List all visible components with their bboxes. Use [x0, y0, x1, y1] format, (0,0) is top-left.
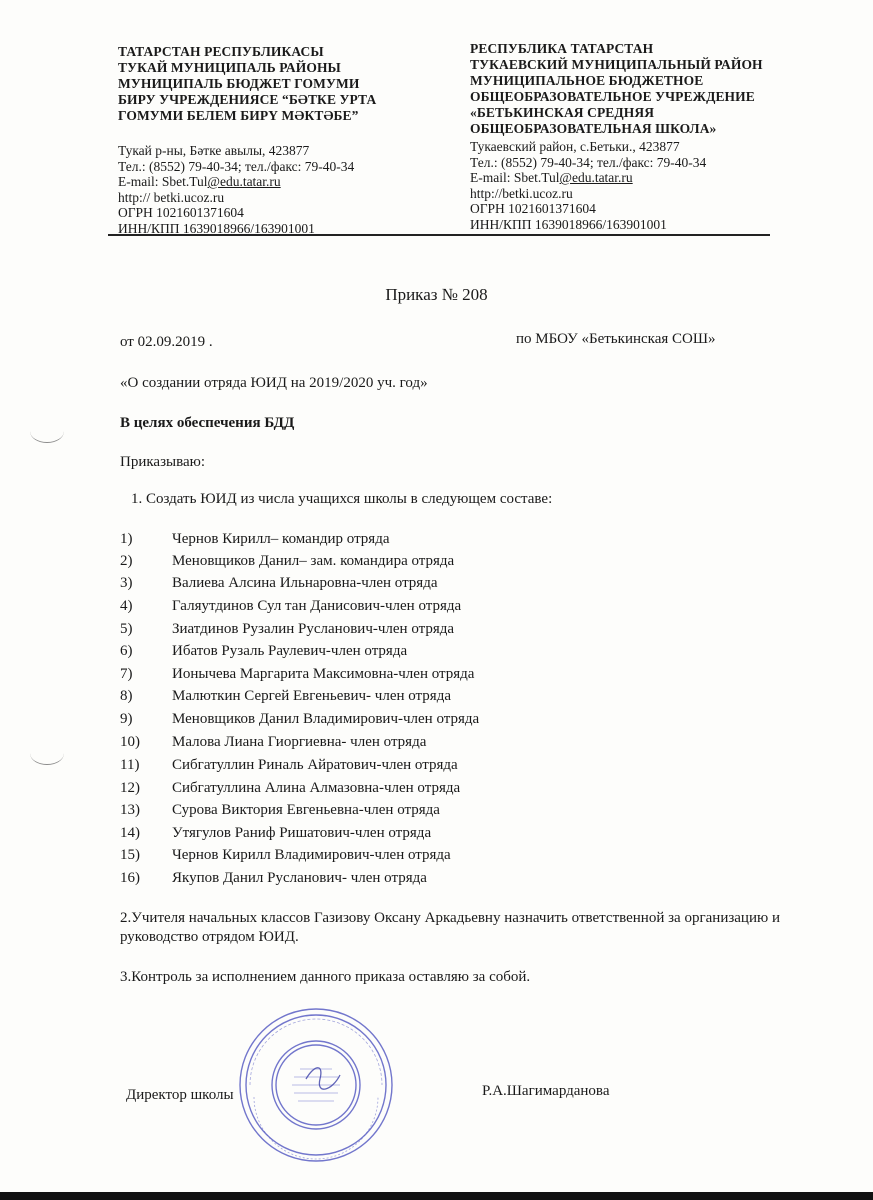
order-word: Приказываю:: [120, 454, 205, 470]
list-item: 1) Чернов Кирилл– командир отряда: [120, 531, 390, 547]
paragraph-3: 3.Контроль за исполнением данного приказа оставляю за собой.: [120, 969, 531, 985]
list-item: 16) Якупов Данил Русланович- член отряда: [120, 870, 427, 886]
list-item: 8) Малюткин Сергей Евгеньевич- член отряда: [120, 688, 451, 704]
signature-role: Директор школы: [126, 1087, 234, 1103]
list-item: 2) Меновщиков Данил– зам. командира отряда: [120, 553, 455, 569]
list-item: 3) Валиева Алсина Ильнаровна-член отряда: [120, 575, 438, 591]
order-item-1: 1. Создать ЮИД из числа учащихся школы в следующем составе:: [131, 491, 553, 507]
order-org: по МБОУ «Бетькинская СОШ»: [516, 331, 716, 347]
site-link[interactable]: http:// betki.ucoz.ru: [118, 189, 225, 205]
stamp-seal-icon: [236, 1005, 396, 1165]
inn: ИНН/КПП 1639018966/163901001: [118, 220, 315, 236]
header-left-title: ТАТАРСТАН РЕСПУБЛИКАСЫ ТУКАЙ МУНИЦИПАЛЬ РАЙОНЫ МУНИЦИПАЛЬ БЮДЖЕТ ГОМУМИ БИРУ УЧРЕЖДЕНИЯСЕ “БӘТКЕ УРТА ГОМУМИ БЕЛЕМ БИРҮ МӘКТӘБЕ”: [118, 44, 377, 123]
order-subject: «О создании отряда ЮИД на 2019/2020 уч. год»: [120, 375, 428, 391]
list-item: 4) Галяутдинов Сул тан Данисович-член отряда: [120, 598, 462, 614]
header-divider: [108, 234, 770, 236]
list-item: 15) Чернов Кирилл Владимирович-член отряда: [120, 847, 451, 863]
list-item: 12) Сибгатуллина Алина Алмазовна-член отряда: [120, 780, 461, 796]
list-item: 10) Малова Лиана Гиоргиевна- член отряда: [120, 734, 427, 750]
header-right-contacts: [470, 139, 800, 233]
punch-hole-mark: [30, 742, 64, 765]
scan-edge: [0, 1192, 873, 1200]
header-right: [470, 41, 800, 233]
list-item: 9) Меновщиков Данил Владимирович-член отряда: [120, 711, 480, 727]
header-left-contacts: [118, 143, 418, 237]
order-date: от 02.09.2019 .: [120, 334, 213, 350]
list-item: 11) Сибгатуллин Риналь Айратович-член отряда: [120, 757, 458, 773]
paragraph-2: 2.Учителя начальных классов Газизову Оксану Аркадьевну назначить ответственной за организацию и руководство отрядом ЮИД.: [120, 910, 780, 945]
punch-hole-mark: [30, 420, 64, 443]
list-item: 14) Утягулов Раниф Ришатович-член отряда: [120, 825, 432, 841]
ogrn: ОГРН 1021601371604: [470, 201, 596, 217]
order-purpose: В целях обеспечения БДД: [120, 415, 295, 431]
phone: Тел.: (8552) 79-40-34; тел./факс: 79-40-34: [470, 154, 707, 170]
signature-name: Р.А.Шагимарданова: [482, 1083, 610, 1099]
list-item: 13) Сурова Виктория Евгеньевна-член отряда: [120, 802, 440, 818]
order-title: Приказ № 208: [385, 285, 488, 304]
email-link[interactable]: @edu.tatar.ru: [559, 170, 633, 186]
site-link[interactable]: http://betki.ucoz.ru: [470, 185, 573, 201]
inn: ИНН/КПП 1639018966/163901001: [470, 216, 667, 232]
list-item: 6) Ибатов Рузаль Раулевич-член отряда: [120, 643, 408, 659]
header-left: [118, 44, 418, 237]
list-item: 5) Зиатдинов Рузалин Русланович-член отряда: [120, 621, 455, 637]
address: Тукай р-ны, Бәтке авылы, 423877: [118, 143, 310, 158]
list-item: 7) Ионычева Маргарита Максимовна-член отряда: [120, 666, 475, 682]
official-stamp: [236, 1005, 396, 1165]
header-right-title: РЕСПУБЛИКА ТАТАРСТАН ТУКАЕВСКИЙ МУНИЦИПАЛЬНЫЙ РАЙОН МУНИЦИПАЛЬНОЕ БЮДЖЕТНОЕ ОБЩЕОБРАЗОВАТЕЛЬНОЕ УЧРЕЖДЕНИЕ «БЕТЬКИНСКАЯ СРЕДНЯЯ ОБЩЕОБРАЗОВАТЕЛЬНАЯ ШКОЛА»: [470, 41, 763, 136]
email-link[interactable]: @edu.tatar.ru: [207, 174, 281, 190]
ogrn: ОГРН 1021601371604: [118, 205, 244, 221]
address: Тукаевский район, с.Бетьки., 423877: [470, 139, 680, 154]
phone: Тел.: (8552) 79-40-34; тел./факс: 79-40-34: [118, 158, 355, 174]
email: E-mail: Sbet.Tul@edu.tatar.ru: [470, 170, 633, 186]
email: E-mail: Sbet.Tul@edu.tatar.ru: [118, 174, 281, 190]
